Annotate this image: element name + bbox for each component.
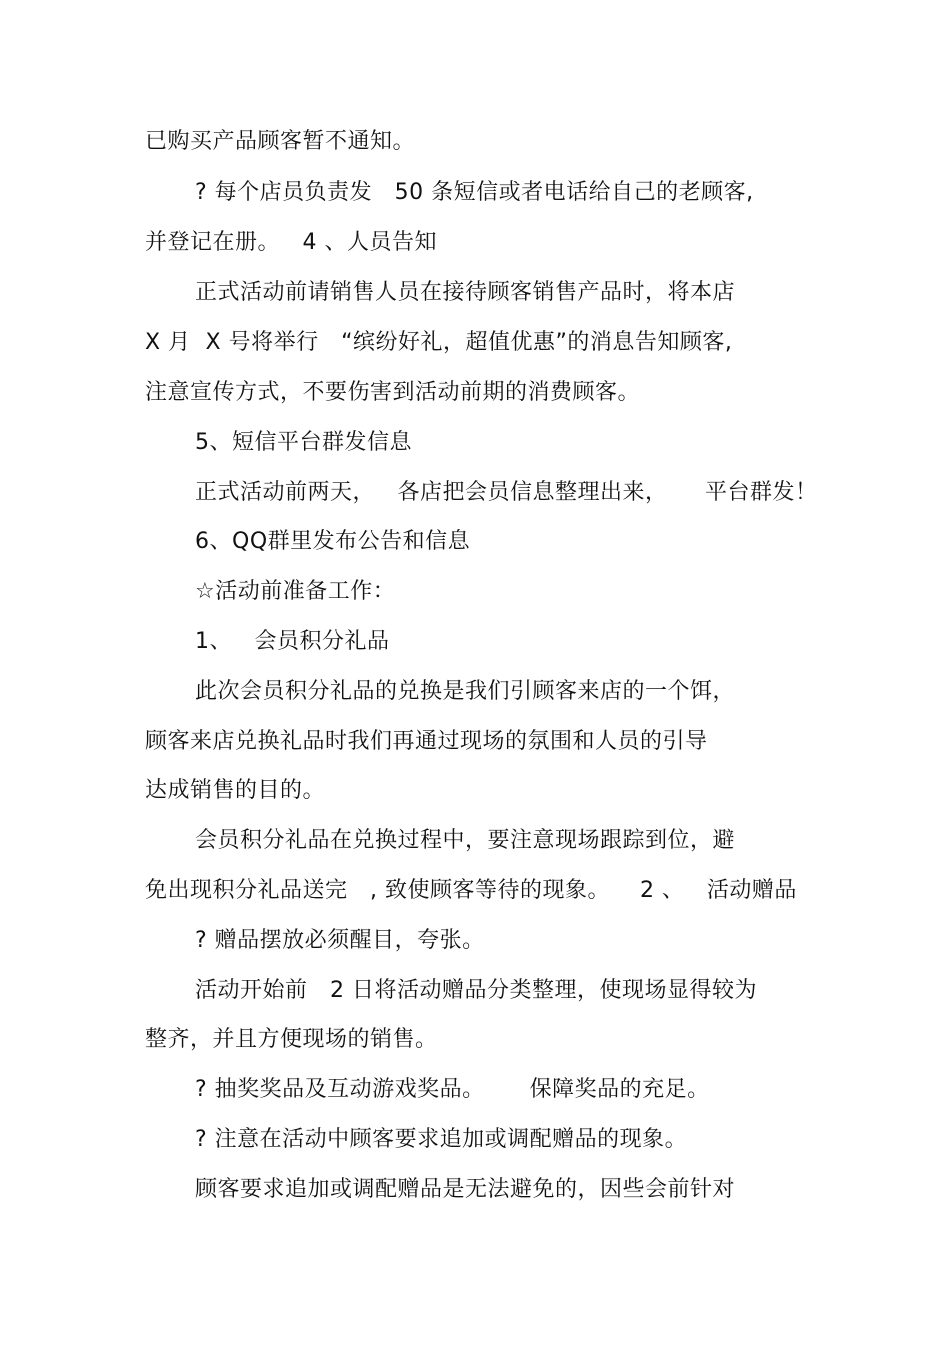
text-line: 并登记在册。 4 、人员告知 <box>145 230 437 255</box>
section-heading: 1、 会员积分礼品 <box>195 629 390 654</box>
text-line: 顾客来店兑换礼品时我们再通过现场的氛围和人员的引导 <box>145 729 708 754</box>
section-heading: 6、QQ群里发布公告和信息 <box>195 529 471 554</box>
text-line: 活动开始前 2 日将活动赠品分类整理，使现场显得较为 <box>195 978 757 1003</box>
text-line: 顾客要求追加或调配赠品是无法避免的，因些会前针对 <box>195 1177 736 1202</box>
text-line: X 月 X 号将举行 “缤纷好礼，超值优惠”的消息告知顾客, <box>145 330 733 355</box>
text-line: 已购买产品顾客暂不通知。 <box>145 129 416 154</box>
text-line: 此次会员积分礼品的兑换是我们引顾客来店的一个饵， <box>195 679 736 704</box>
text-line: 免出现积分礼品送完 , 致使顾客等待的现象。 2 、 活动赠品 <box>145 878 797 903</box>
text-line: ? 抽奖奖品及互动游戏奖品。 保障奖品的充足。 <box>195 1077 710 1102</box>
text-line: 整齐，并且方便现场的销售。 <box>145 1027 438 1052</box>
text-line: 达成销售的目的。 <box>145 778 326 803</box>
text-line: 会员积分礼品在兑换过程中，要注意现场跟踪到位，避 <box>195 828 736 853</box>
section-heading: ☆活动前准备工作： <box>195 579 396 604</box>
text-line: 正式活动前两天， 各店把会员信息整理出来， 平台群发！ <box>195 480 818 505</box>
text-line: 注意宣传方式，不要伤害到活动前期的消费顾客。 <box>145 380 641 405</box>
text-line: ? 赠品摆放必须醒目，夸张。 <box>195 928 485 953</box>
text-line: ? 每个店员负责发 50 条短信或者电话给自己的老顾客, <box>195 180 754 205</box>
text-line: 正式活动前请销售人员在接待顾客销售产品时，将本店 <box>195 280 736 305</box>
text-line: ? 注意在活动中顾客要求追加或调配赠品的现象。 <box>195 1127 688 1152</box>
section-heading: 5、短信平台群发信息 <box>195 430 412 455</box>
